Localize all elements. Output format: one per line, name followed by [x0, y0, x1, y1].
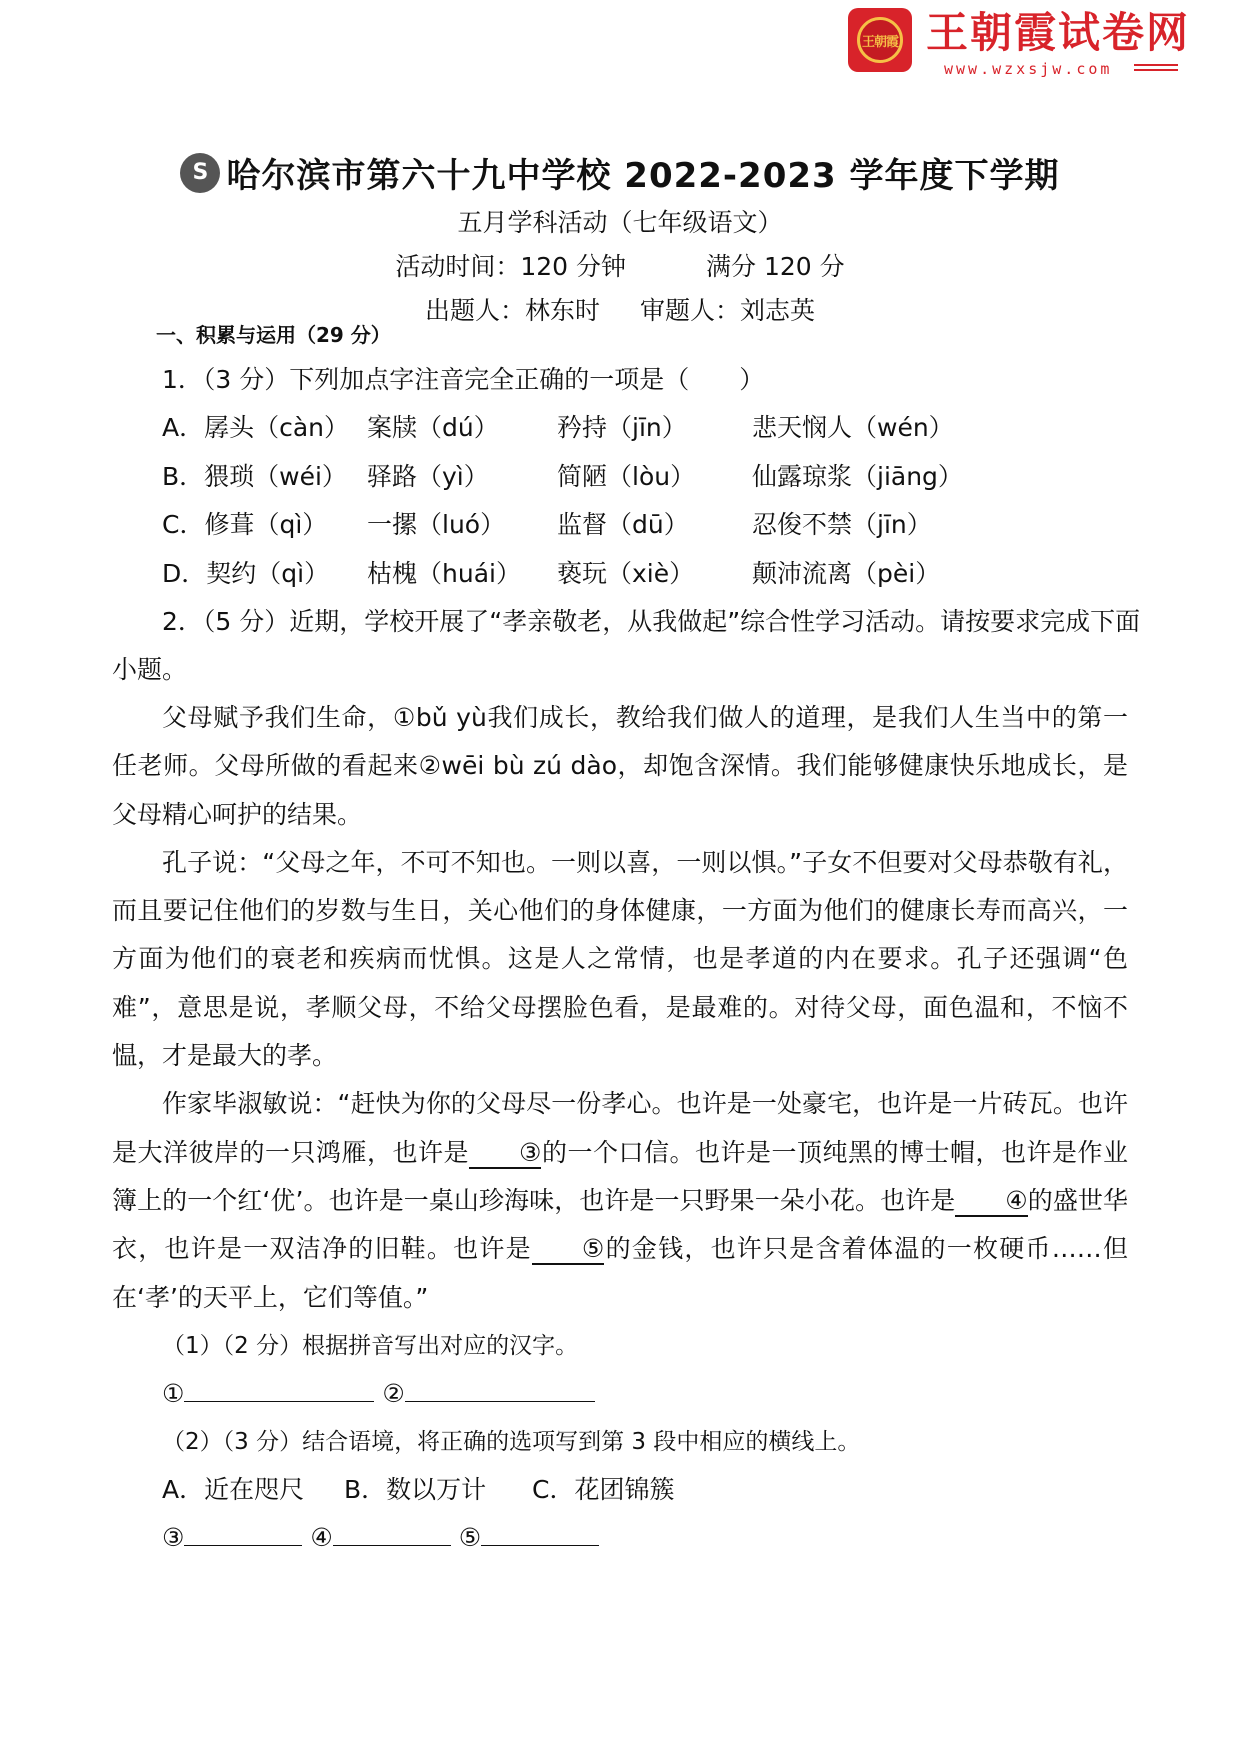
brand-url: www.wzxsjw.com	[944, 60, 1113, 78]
q2-paragraph-1: 父母赋予我们生命，①bǔ yù我们成长，教给我们做人的道理，是我们人生当中的第一任老师。父母所做的看起来②wēi bù zú dào，却饱含深情。我们能够健康快乐地成长，是父母精心呵护的结果。	[112, 703, 1128, 829]
q2-stem-cont: 小题。	[112, 655, 188, 684]
seal-text: 王朝霞	[861, 34, 898, 50]
exam-meta	[0, 247, 1240, 283]
exam-reviewer: 审题人：刘志英	[640, 296, 816, 325]
brand-title: 王朝霞试卷网	[926, 8, 1191, 57]
q1-option-a: A．孱头（càn） 案牍（dú） 矜持（jīn） 悲天悯人（wén）	[162, 413, 954, 442]
q2-stem: 2．（5 分）近期，学校开展了“孝亲敬老，从我做起”综合性学习活动。请按要求完成下面	[162, 607, 1141, 636]
exam-author: 出题人：林东时	[424, 296, 600, 325]
school-logo-icon: S	[180, 153, 220, 193]
answer-line-3[interactable]	[184, 1519, 302, 1546]
brand-seal-icon	[848, 8, 912, 72]
q2-paragraph-2: 孔子说：“父母之年，不可不知也。一则以喜，一则以惧。”子女不但要对父母恭敬有礼，而且要记住他们的岁数与生日，关心他们的身体健康，一方面为他们的健康长寿而高兴，一方面为他们的衰老和疾病而忧惧。这是人之常情，也是孝道的内在要求。孔子还强调“色难”，意思是说，孝顺父母，不给父母摆脸色看，是最难的。对待父母，面色温和，不恼不愠，才是最大的孝。	[112, 847, 1128, 1071]
exam-subtitle: 五月学科活动（七年级语文）	[457, 208, 783, 237]
q2-sub2-options: A．近在咫尺 B．数以万计 C．花团锦簇	[162, 1474, 675, 1504]
q1-option-c: C．修葺（qì） 一摞（luó） 监督（dū） 忍俊不禁（jīn）	[162, 510, 932, 539]
answer-line-1[interactable]	[184, 1375, 374, 1402]
answer-line-4[interactable]	[333, 1519, 451, 1546]
watermark-logo	[848, 8, 1191, 80]
q2-sub1: （1）（2 分）根据拼音写出对应的汉字。	[162, 1332, 579, 1359]
q1-option-d: D．契约（qì） 枯槐（huái） 亵玩（xiè） 颠沛流离（pèi）	[162, 558, 941, 588]
exam-header	[0, 148, 1240, 327]
exam-time: 活动时间：120 分钟	[395, 252, 627, 281]
answer-line-2[interactable]	[405, 1375, 595, 1402]
blank-3[interactable]: ③	[469, 1139, 541, 1169]
q1-stem: 1．（3 分）下列加点字注音完全正确的一项是（ ）	[162, 365, 765, 394]
section-title: 一、积累与运用（29 分）	[156, 323, 391, 347]
exam-content	[112, 318, 1141, 1562]
q2-sub2-answers: ③ ④ ⑤	[112, 1514, 1128, 1562]
brand-lines-icon	[1134, 64, 1178, 74]
exam-score: 满分 120 分	[706, 252, 845, 281]
q2-paragraph-3: 作家毕淑敏说：“赶快为你的父母尽一份孝心。也许是一处豪宅，也许是一片砖瓦。也许是大洋彼岸的一只鸿雁，也许是 ③的一个口信。也许是一顶纯黑的博士帽，也许是作业簿上的一个红‘优’。也许是一桌山珍海味，也许是一只野果一朵小花。也许是 ④的盛世华衣，也许是一双洁净的旧鞋。也许是 ⑤的金钱，也许只是含着体温的一枚硬币……但在‘孝’的天平上，它们等值。”	[112, 1089, 1128, 1312]
q1-option-b: B．猥琐（wéi） 驿路（yì） 简陋（lòu） 仙露琼浆（jiāng）	[162, 461, 963, 491]
exam-title: 哈尔滨市第六十九中学校 2022-2023 学年度下学期	[226, 156, 1060, 196]
blank-4[interactable]: ④	[955, 1187, 1027, 1217]
q2-sub2: （2）（3 分）结合语境，将正确的选项写到第 3 段中相应的横线上。	[162, 1428, 861, 1455]
blank-5[interactable]: ⑤	[532, 1235, 604, 1265]
q2-sub1-answers: ① ②	[112, 1370, 1128, 1418]
answer-line-5[interactable]	[481, 1519, 599, 1546]
